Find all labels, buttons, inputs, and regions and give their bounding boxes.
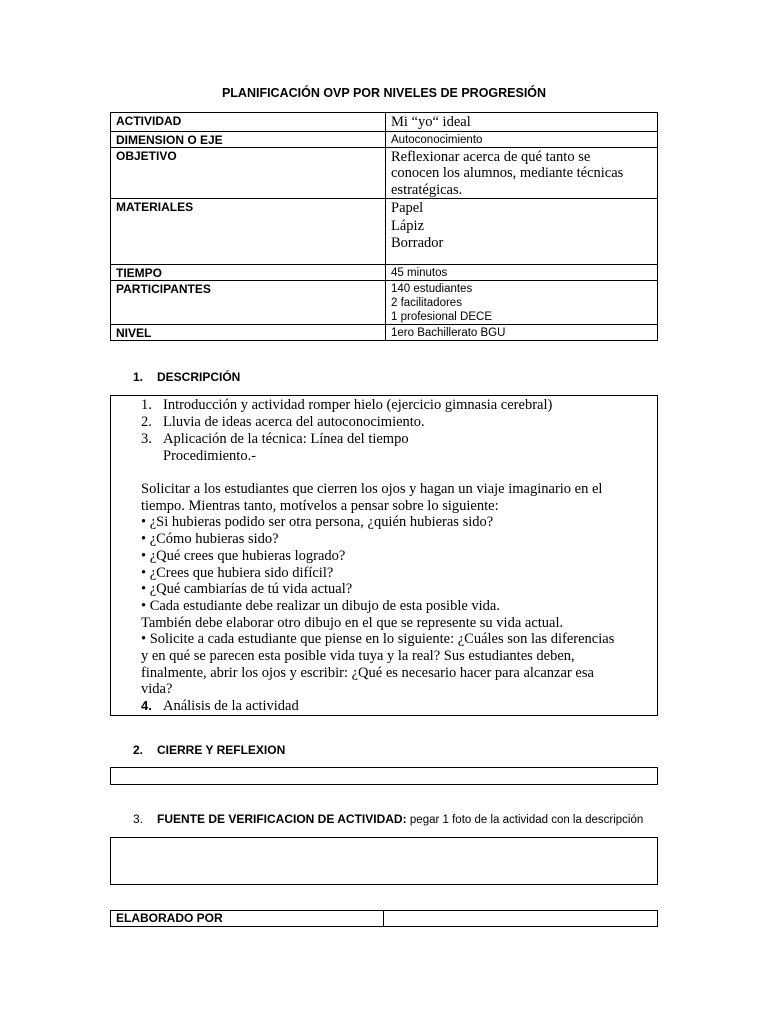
section-title: DESCRIPCIÓN [157,370,241,384]
elaborado-table [110,910,658,927]
material-item: Borrador [391,235,444,251]
row-objetivo [111,147,658,199]
value-nivel: 1ero Bachillerato BGU [386,325,658,341]
procedimiento-label: Procedimiento.- [163,448,257,464]
document-title: PLANIFICACIÓN OVP POR NIVELES DE PROGRESIÓN [221,86,547,100]
paragraph-line: vida? [141,681,173,698]
participant-item: 1 profesional DECE [391,311,492,323]
step-number: 3. [141,431,152,447]
row-dimension [111,131,658,147]
fuente-box [110,837,658,885]
material-item: Papel [391,200,424,216]
section-number: 2. [133,743,144,757]
value-actividad: Mi “yo“ ideal [386,113,658,132]
section-heading-descripcion [133,370,240,384]
step-number: 2. [141,414,152,430]
paragraph-line: También debe elaborar otro dibujo en el que se represente su vida actual. [141,614,564,631]
objetivo-line: conocen los alumnos, mediante técnicas [391,165,624,181]
label-dimension: DIMENSION O EJE [111,131,386,147]
paragraph-line: finalmente, abrir los ojos y escribir: ¿Qué es necesario hacer para alcanzar esa [141,664,594,681]
section-heading-fuente [133,812,643,826]
objetivo-line: estratégicas. [391,181,463,198]
paragraph-line: Solicitar a los estudiantes que cierren los ojos y hagan un viaje imaginario en el [141,481,603,497]
participant-item: 2 facilitadores [391,297,462,309]
section-note: pegar 1 foto de la actividad con la descripción [409,814,644,826]
section-heading-cierre [133,743,285,757]
step-number: 1. [141,397,152,413]
row-elaborado [111,911,658,927]
step-text: Análisis de la actividad [163,698,299,714]
label-actividad: ACTIVIDAD [111,113,386,132]
label-materiales: MATERIALES [111,199,386,265]
section-number: 3. [133,812,144,826]
paragraph-line: • ¿Qué crees que hubieras logrado? [141,547,346,564]
row-nivel [111,325,658,341]
cierre-box [110,767,658,785]
value-tiempo: 45 minutos [386,265,658,281]
value-dimension: Autoconocimiento [386,131,658,147]
step-text: Introducción y actividad romper hielo (ejercicio gimnasia cerebral) [163,397,553,413]
row-materiales [111,199,658,265]
paragraph-line: • Cada estudiante debe realizar un dibujo de esta posible vida. [141,597,500,614]
paragraph-line: • ¿Si hubieras podido ser otra persona, ¿quién hubieras sido? [141,514,494,531]
activity-info-table [110,112,658,341]
value-elaborado [384,911,658,927]
label-participantes: PARTICIPANTES [111,281,386,325]
label-nivel: NIVEL [111,325,386,341]
step-item [141,414,425,431]
paragraph-line: • ¿Cómo hubieras sido? [141,531,279,548]
step-item [141,697,299,715]
section-title: FUENTE DE VERIFICACION DE ACTIVIDAD: [157,812,407,826]
description-box [110,395,658,716]
step-number: 4. [141,698,152,713]
section-title: CIERRE Y REFLEXION [157,743,286,757]
value-materiales [386,199,658,265]
step-text: Lluvia de ideas acerca del autoconocimiento. [163,414,425,430]
paragraph-line: • ¿Crees que hubiera sido difícil? [141,564,334,581]
paragraph-line: tiempo. Mientras tanto, motívelos a pensar sobre lo siguiente: [141,497,499,514]
label-tiempo: TIEMPO [111,265,386,281]
material-item: Lápiz [391,217,425,234]
row-actividad [111,113,658,132]
step-text: Aplicación de la técnica: Línea del tiempo [163,431,409,447]
value-objetivo [386,147,658,199]
row-tiempo [111,265,658,281]
step-item [141,397,552,414]
step-item [141,431,409,448]
label-elaborado: ELABORADO POR [111,911,384,927]
section-number: 1. [133,370,144,384]
objetivo-line: Reflexionar acerca de qué tanto se [391,148,591,165]
procedure-paragraph [141,481,651,698]
value-participantes [386,281,658,325]
label-objetivo: OBJETIVO [111,147,386,199]
paragraph-line: • Solicite a cada estudiante que piense en lo siguiente: ¿Cuáles son las diferencias [141,631,615,648]
row-participantes [111,281,658,325]
paragraph-line: • ¿Qué cambiarías de tú vida actual? [141,581,353,598]
participant-item: 140 estudiantes [391,283,473,295]
paragraph-line: y en qué se parecen esta posible vida tuya y la real? Sus estudiantes deben, [141,648,575,665]
